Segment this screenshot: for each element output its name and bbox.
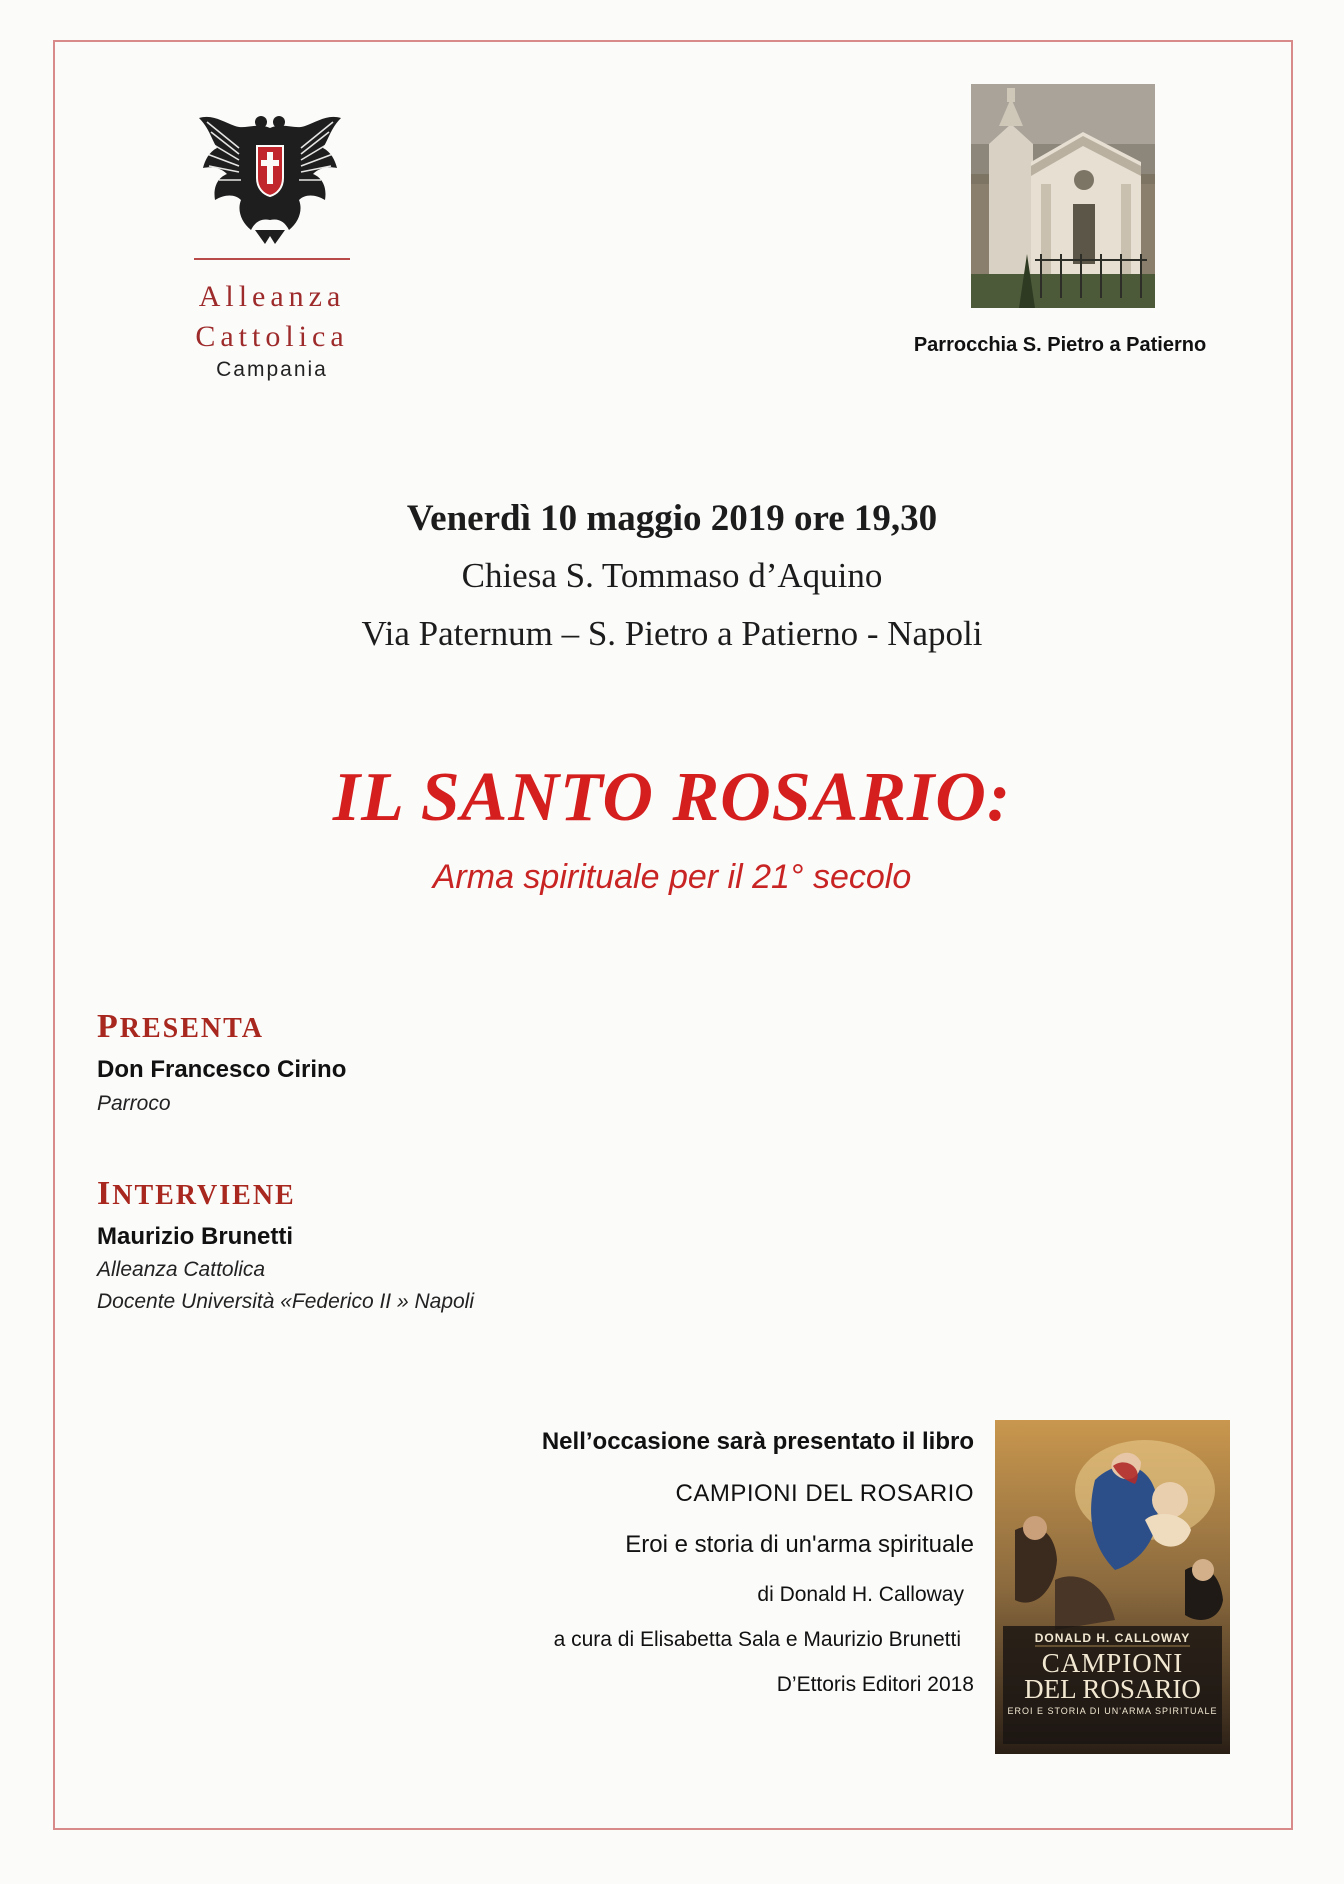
event-venue: Chiesa S. Tommaso d’Aquino: [461, 556, 883, 595]
interviene-heading: [97, 1175, 296, 1213]
book-author: di Donald H. Calloway: [757, 1583, 964, 1606]
book-editors: a cura di Elisabetta Sala e Maurizio Brunetti: [553, 1628, 961, 1651]
presenter-role: Parroco: [97, 1092, 171, 1115]
event-title: IL SANTO ROSARIO:: [332, 759, 1012, 836]
book-subtitle: Eroi e storia di un'arma spirituale: [625, 1531, 974, 1558]
interviene-rest: NTERVIENE: [112, 1180, 296, 1211]
event-subtitle: Arma spirituale per il 21° secolo: [432, 858, 912, 896]
parish-name: Parrocchia S. Pietro a Patierno: [913, 334, 1207, 356]
presenta-heading: [97, 1008, 264, 1046]
speaker-role-2: Docente Università «Federico II » Napoli: [97, 1290, 475, 1313]
cover-author: DONALD H. CALLOWAY: [1034, 1631, 1191, 1645]
book-title: CAMPIONI DEL ROSARIO: [675, 1480, 974, 1507]
speaker-role-1: Alleanza Cattolica: [97, 1258, 266, 1281]
cover-title-line2: DEL ROSARIO: [1024, 1674, 1201, 1704]
presenter-name: Don Francesco Cirino: [97, 1056, 347, 1083]
speaker-name: Maurizio Brunetti: [97, 1223, 293, 1250]
org-name-line1: Alleanza: [198, 280, 346, 313]
cover-subtitle: EROI E STORIA DI UN'ARMA SPIRITUALE: [1007, 1706, 1218, 1716]
church-photo: [971, 84, 1155, 308]
event-address: Via Paternum – S. Pietro a Patierno - Napoli: [361, 614, 983, 653]
interviene-initial: I: [97, 1175, 113, 1212]
cover-title-line1: CAMPIONI: [1041, 1648, 1184, 1678]
presenta-rest: RESENTA: [119, 1013, 264, 1044]
eagle-emblem-icon: [195, 108, 345, 248]
book-publisher: D’Ettoris Editori 2018: [776, 1673, 974, 1696]
logo-divider: [194, 258, 350, 260]
org-region: Campania: [216, 358, 328, 381]
org-name-line2: Cattolica: [195, 320, 349, 353]
event-date: Venerdì 10 maggio 2019 ore 19,30: [406, 498, 938, 539]
book-intro: Nell’occasione sarà presentato il libro: [541, 1428, 974, 1455]
presenta-initial: P: [97, 1008, 120, 1045]
